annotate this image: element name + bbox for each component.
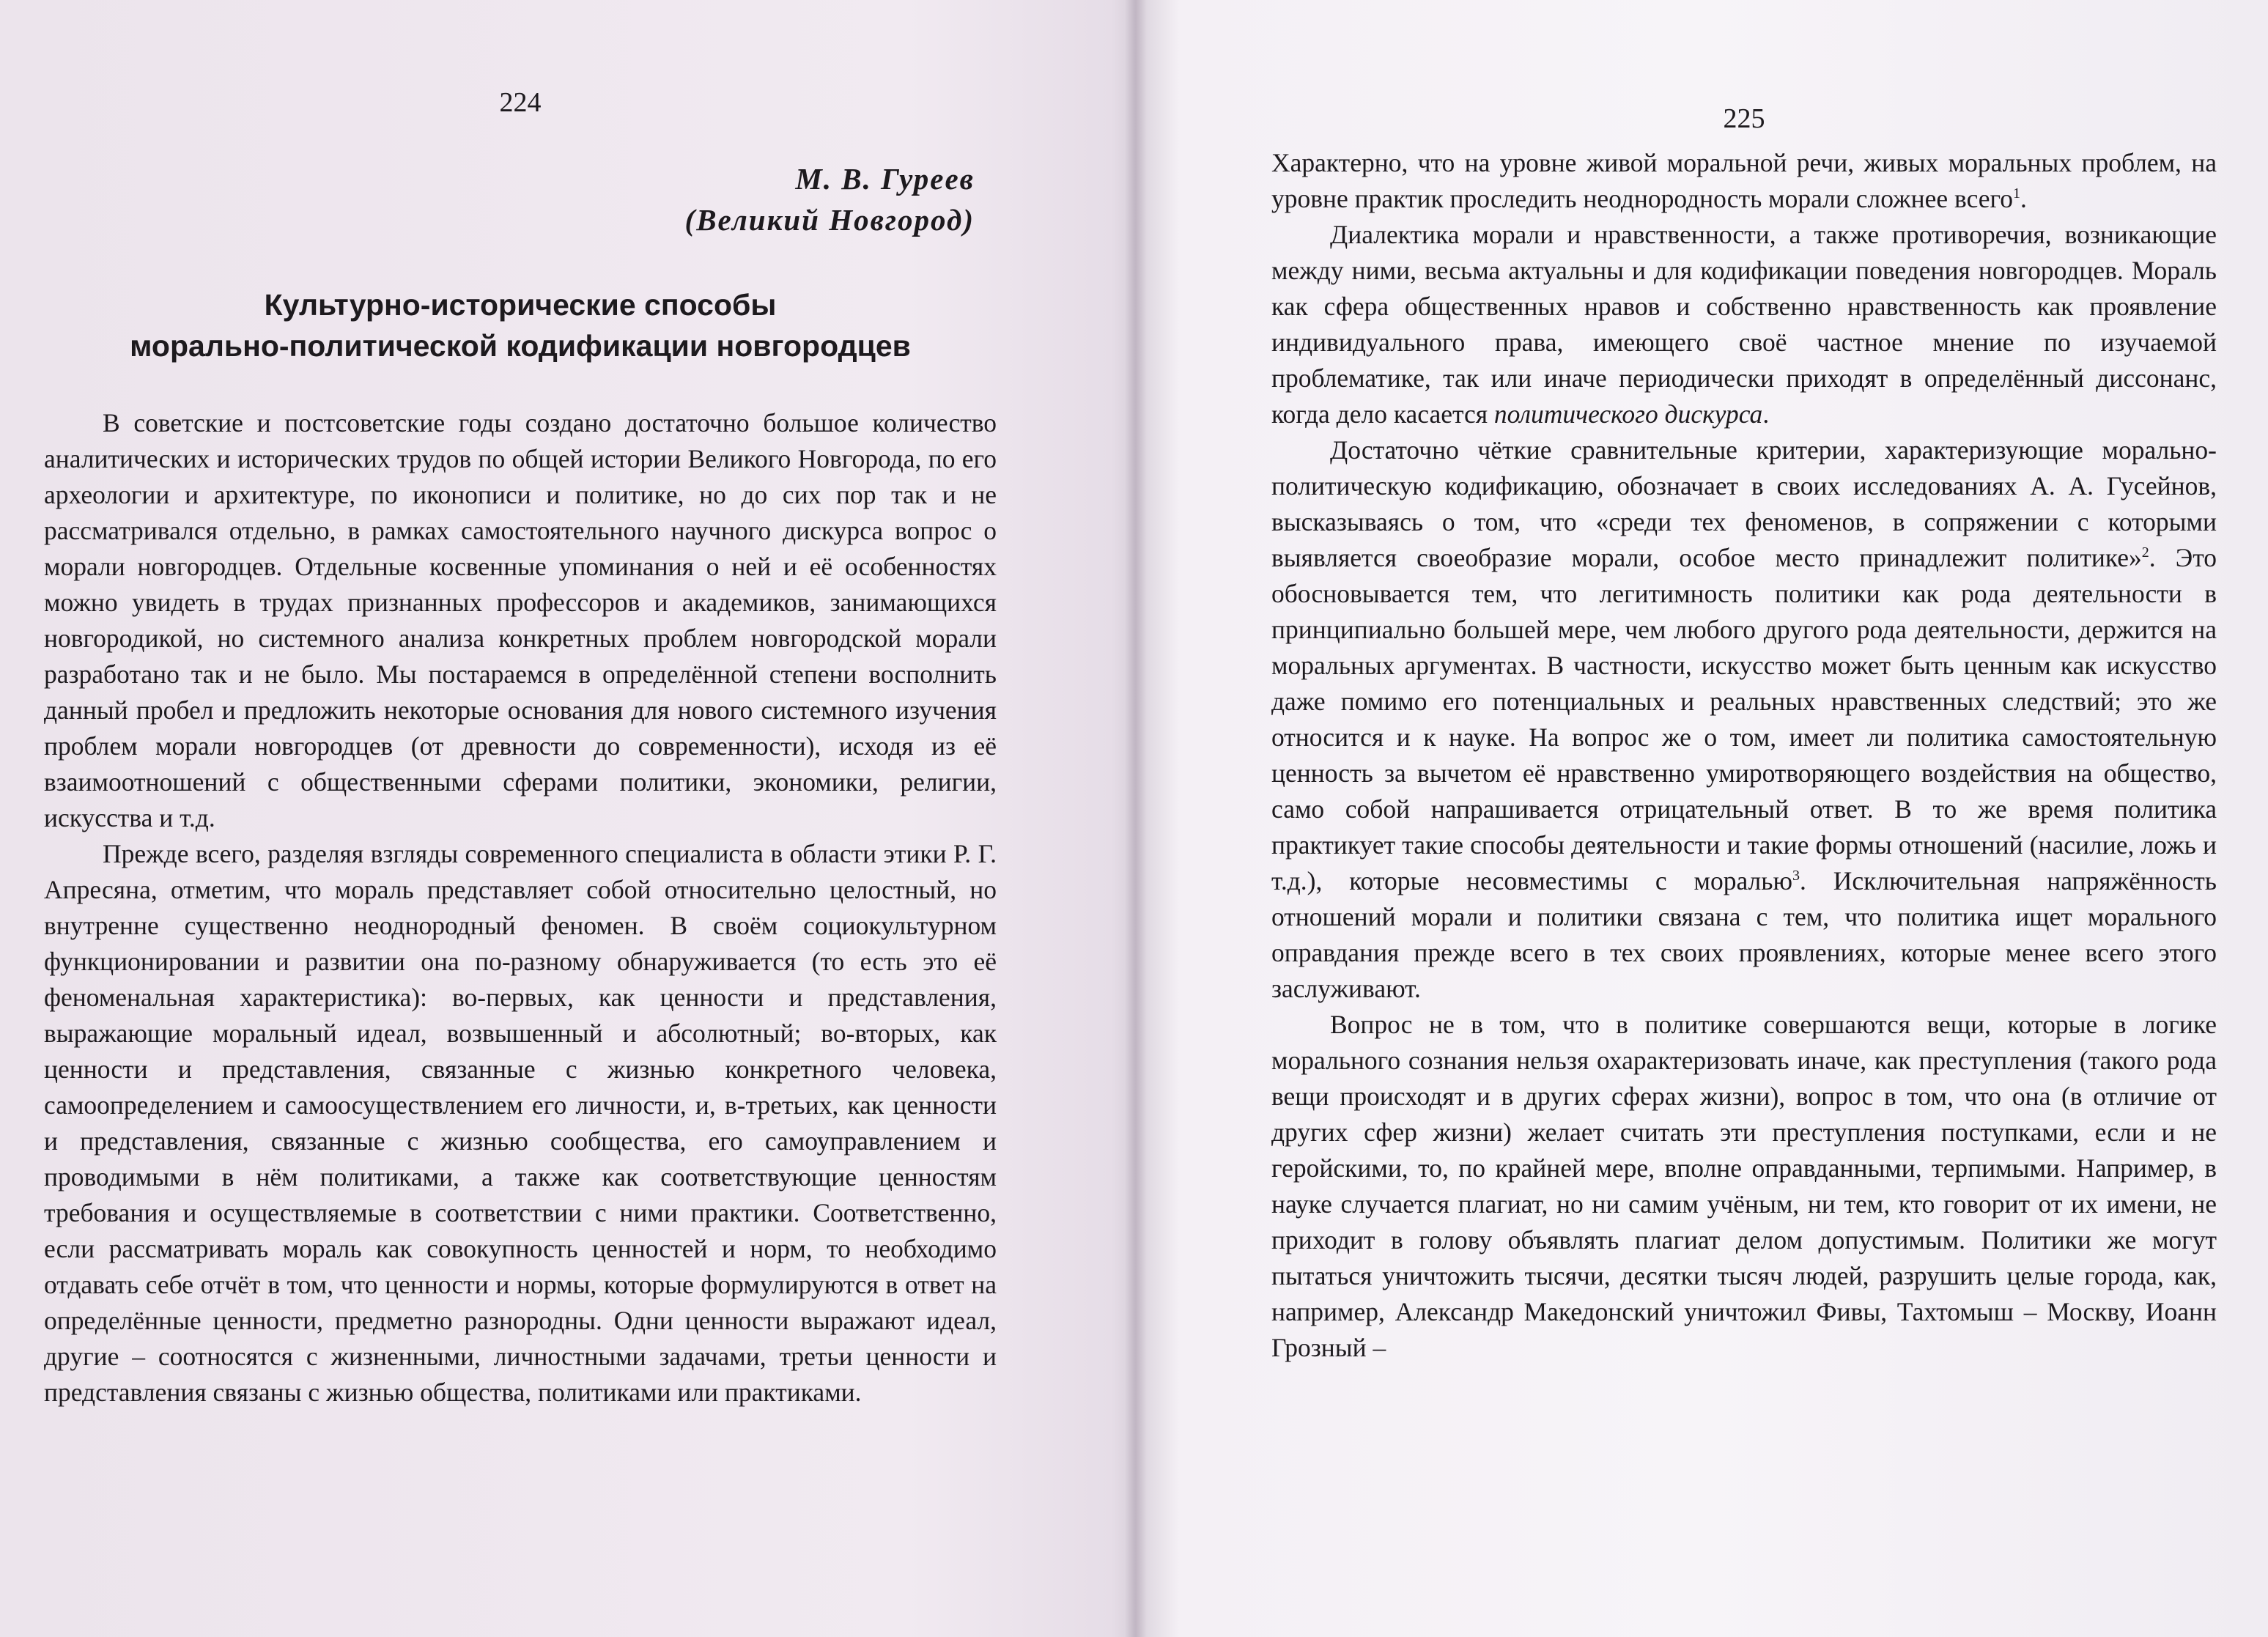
paragraph-text: . Это обосновывается тем, что легитимность политики как рода деятельности в принципиально большей мере, чем любого другого рода деятельности, держится на моральных аргументах. В частности, искусство может быть ценным как искусство даже помимо его потенциальных и реальных нравственных следствий; это же относится и к науке. На вопрос же о том, имеет ли политика самостоятельную ценность за вычетом её нравственно умиротворяющего воздействия на общество, само собой напрашивается отрицательный ответ. В то же время политика практикует такие способы деятельности и такие формы отношений (насилие, ложь и т.д.), которые несовместимы с моралью [1271,543,2217,895]
left-body-text [44,405,997,1411]
article-title [44,284,997,366]
paragraph: Вопрос не в том, что в политике совершаются вещи, которые в логике морального сознания нельзя охарактеризовать иначе, как преступления (такого рода вещи происходят и в других сферах жизни), вопрос в том, что она (в отличие от других сфер жизни) желает считать эти преступления поступками, если и не геройскими, то, по крайней мере, вполне оправданными, терпимыми. Например, в науке случается плагиат, но ни самим учёным, ни тем, кто говорит от их имени, не приходит в голову объявлять плагиат делом допустимым. Политики же могут пытаться уничтожить тысячи, десятки тысяч людей, разрушить целые города, как, например, Александр Македонский уничтожил Фивы, Тахтомыш – Москву, Иоанн Грозный – [1271,1010,2217,1362]
paragraph: В советские и постсоветские годы создано достаточно большое количество аналитических и исторических трудов по общей истории Великого Новгорода, по его археологии и архитектуре, по иконописи и политике, но до сих пор так и не рассматривался отдельно, в рамках самостоятельного научного дискурса вопрос о морали новгородцев. Отдельные косвенные упоминания о ней и её особенностях можно увидеть в трудах признанных профессоров и академиков, занимающихся новгородикой, но системного анализа конкретных проблем новгородской морали разработано так и не было. Мы постараемся в определённой степени восполнить данный пробел и предложить некоторые основания для нового системного изучения проблем морали новгородцев (от древности до современности), исходя из её взаимоотношений с общественными сферами политики, экономики, религии, искусства и т.д. [44,408,997,832]
author-name: М. В. Гуреев [795,162,975,196]
author-city: (Великий Новгород) [684,203,975,237]
paragraph-text: Характерно, что на уровне живой моральной речи, живых моральных проблем, на уровне практик проследить неоднородность морали сложнее всего [1271,148,2217,213]
paragraph [1271,432,2217,1007]
book-gutter [1125,0,1147,1637]
author-block [685,158,975,240]
paragraph-end: . [2020,184,2027,213]
paragraph [1271,217,2217,432]
italic-term: политического дискурса [1493,399,1763,429]
title-line-1: Культурно-исторические способы [264,288,777,322]
paragraph-end: . [1762,399,1770,429]
page-number-right: 225 [1723,103,1765,134]
paragraph [1271,145,2217,217]
right-body-text [1271,145,2217,1366]
title-line-2: морально-политической кодификации новгородцев [130,329,911,363]
footnote-ref-1: 1 [2012,185,2020,202]
paragraph-text: Диалектика морали и нравственности, а также противоречия, возникающие между ними, весьма актуальны и для кодификации поведения новгородцев. Мораль как сфера общественных нравов и собственно нравственность как проявление индивидуального права, имеющего своё частное мнение по изучаемой проблематике, так или иначе периодически приходят в определённый диссонанс, когда дело касается [1271,220,2217,429]
footnote-ref-2: 2 [2141,544,2149,561]
paragraph-text: Достаточно чёткие сравнительные критерии, характеризующие морально-политическую кодификацию, обозначает в своих исследованиях А. А. Гусейнов, высказываясь о том, что «среди тех феноменов, в сопряжении с которыми выявляется своеобразие морали, особое место принадлежит политике» [1271,435,2217,572]
page-number-left: 224 [499,87,542,118]
right-page [1271,0,2217,1637]
footnote-ref-3: 3 [1792,868,1800,884]
paragraph-text: . Исключительная напряжённость отношений морали и политики связана с тем, что политика ищет морального оправдания прежде всего в тех своих проявлениях, которые менее всего этого заслуживают. [1271,866,2217,1003]
paragraph: Прежде всего, разделяя взгляды современного специалиста в области этики Р. Г. Апресяна, отметим, что мораль представляет собой относительно целостный, но внутренне существенно неоднородный феномен. В своём социокультурном функционировании и развитии она по-разному обнаруживается (то есть это её феноменальная характеристика): во-первых, как ценности и представления, выражающие моральный идеал, возвышенный и абсолютный; во-вторых, как ценности и представления, связанные с жизнью конкретного человека, самоопределением и самоосуществлением его личности, и, в-третьих, как ценности и представления, связанные с жизнью сообщества, его самоуправлением и проводимыми в нём политиками, а также как соответствующие ценностям требования и осуществляемые в соответствии с ними практики. Соответственно, если рассматривать мораль как совокупность ценностей и норм, то необходимо отдавать себе отчёт в том, что ценности и нормы, которые формулируются в ответ на определённые ценности, предметно разнородны. Одни ценности выражают идеал, другие – соотносятся с жизненными, личностными задачами, третьи ценности и представления связаны с жизнью общества, политиками или практиками. [44,839,997,1407]
left-page [44,0,997,1637]
